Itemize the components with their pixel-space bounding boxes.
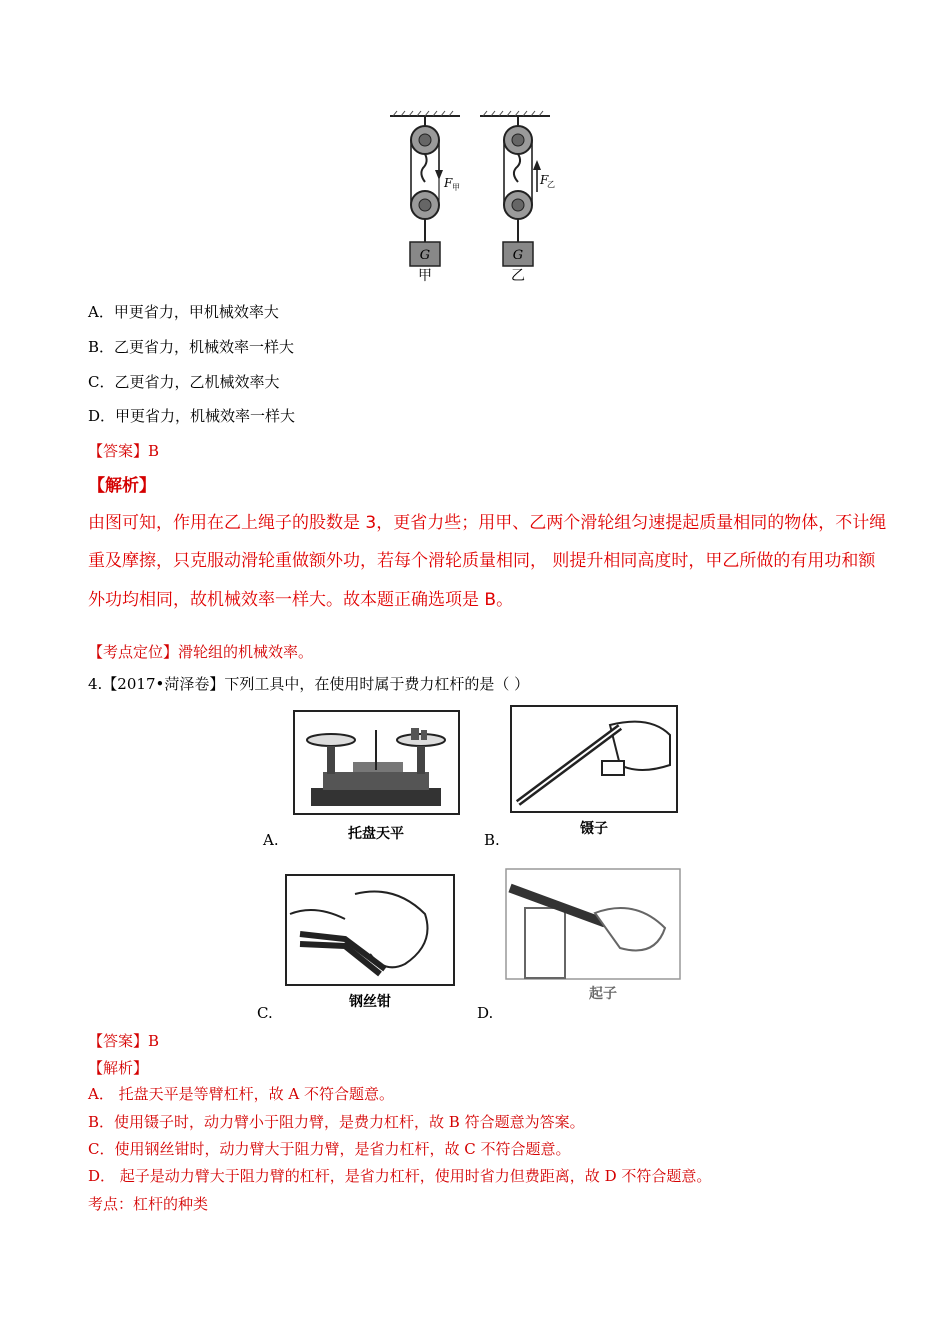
label-jia: 甲: [418, 268, 432, 284]
q3-option-a: A．甲更省力，甲机械效率大: [88, 303, 279, 321]
weight-label-left: G: [419, 248, 431, 263]
q4-analysis-line-4: D． 起子是动力臂大于阻力臂的杠杆，是省力杠杆，使用时省力但费距离，故 D 不符合题意。: [88, 1167, 712, 1185]
q3-option-b: B．乙更省力，机械效率一样大: [88, 338, 295, 356]
q4-keypoint: 考点：杠杆的种类: [88, 1195, 209, 1213]
ceiling-right: [480, 111, 550, 116]
q3-keypoint: 【考点定位】滑轮组的机械效率。: [88, 643, 314, 661]
image-a-letter: A.: [263, 831, 279, 849]
q3-analysis-line-1: 由图可知，作用在乙上绳子的股数是 3，更省力些；用甲、乙两个滑轮组匀速提起质量相同的物体，不计绳: [88, 513, 887, 533]
label-tweezers: 镊子: [580, 821, 608, 837]
image-balance: [293, 710, 460, 845]
label-balance: 托盘天平: [348, 826, 404, 842]
q4-analysis-line-3: C．使用钢丝钳时，动力臂大于阻力臂，是省力杠杆，故 C 不符合题意。: [88, 1140, 571, 1158]
q4-analysis-line-1: A． 托盘天平是等臂杠杆，故 A 不符合题意。: [88, 1085, 394, 1103]
image-d-letter: D.: [477, 1004, 494, 1022]
label-opener: 起子: [589, 986, 617, 1002]
q4-analysis-line-2: B．使用镊子时，动力臂小于阻力臂，是费力杠杆，故 B 符合题意为答案。: [88, 1113, 585, 1131]
q3-analysis-line-2: 重及摩擦，只克服动滑轮重做额外功，若每个滑轮质量相同， 则提升相同高度时，甲乙所做的有用功和额: [88, 551, 876, 571]
image-pliers: [285, 874, 455, 1014]
pulley-system-right: [503, 116, 541, 266]
q3-analysis-line-3: 外功均相同，故机械效率一样大。故本题正确选项是 B。: [88, 590, 514, 610]
label-yi: 乙: [511, 268, 525, 284]
force-label-right: F: [540, 173, 549, 187]
pulley-system-left: [410, 116, 443, 266]
force-label-right-sub: 乙: [547, 180, 555, 189]
ceiling-left: [390, 111, 460, 116]
q3-analysis-label: 【解析】: [88, 476, 156, 496]
q3-option-d: D．甲更省力，机械效率一样大: [88, 407, 296, 425]
q4-answer: 【答案】B: [88, 1032, 160, 1050]
force-label-left-sub: 甲: [452, 183, 460, 192]
image-opener: [505, 868, 681, 1008]
q4-question: 4.【2017•菏泽卷】下列工具中，在使用时属于费力杠杆的是（ ）: [88, 675, 530, 693]
q3-answer: 【答案】B: [88, 442, 160, 460]
force-label-left: F: [444, 176, 453, 190]
label-pliers: 钢丝钳: [349, 994, 391, 1010]
weight-label-right: G: [512, 248, 524, 263]
q3-option-c: C．乙更省力，乙机械效率大: [88, 373, 280, 391]
q4-analysis-label: 【解析】: [88, 1059, 149, 1077]
pulley-diagram: [385, 110, 555, 290]
image-b-letter: B.: [484, 831, 500, 849]
image-c-letter: C.: [257, 1004, 273, 1022]
image-tweezers: [510, 705, 678, 840]
